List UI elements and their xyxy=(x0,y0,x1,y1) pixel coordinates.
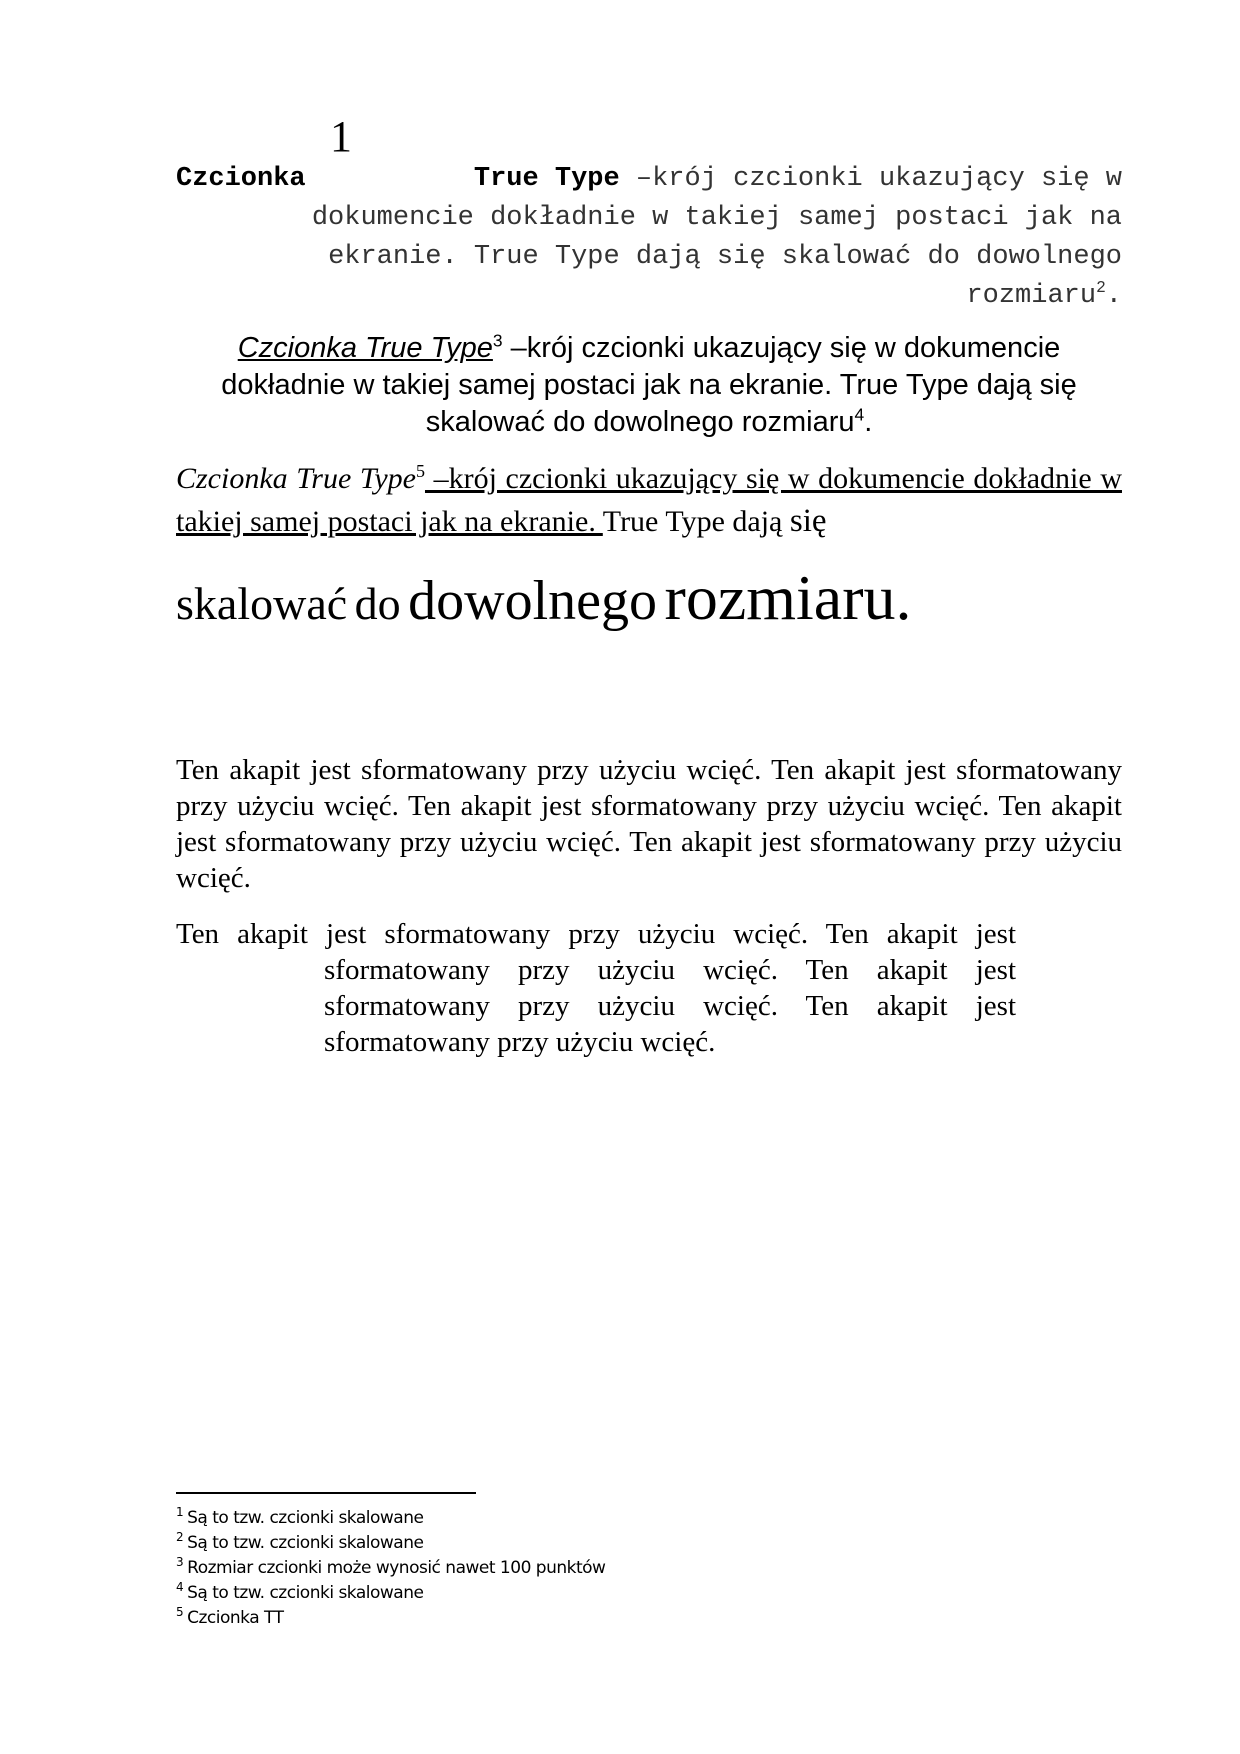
paragraph-indented: Ten akapit jest sformatowany przy użyciu wcięć. Ten akapit jest sformatowany przy użyciu wcięć. Ten akapit jest sformatowany przy użyciu wcięć. Ten akapit jest sformatowany przy użyciu wcięć. Ten akapit jest sformatowany przy użyciu wcięć. xyxy=(176,754,1122,894)
footnote-separator xyxy=(176,1492,476,1494)
p3-w4: się xyxy=(789,503,827,539)
p3-line-2 xyxy=(176,563,1122,645)
footnote xyxy=(176,1606,876,1631)
p3-lead: Czcionka True Type xyxy=(176,462,416,495)
paragraph-sans-centered xyxy=(176,330,1122,441)
p1-line-1 xyxy=(176,160,1122,199)
footnotes xyxy=(176,1506,876,1631)
p3-w8: rozmiaru. xyxy=(664,562,912,633)
p2-text: –krój czcionki ukazujący się w dokumencie dokładnie w takiej samej postaci jak na ekranie. True Type dają się skalować do dowolnego rozmiaru xyxy=(221,332,1077,438)
p1-end: . xyxy=(1105,281,1122,311)
p1-line-2: dokumencie dokładnie w takiej samej postaci jak na xyxy=(311,203,1122,233)
p1-line-4-text: rozmiaru xyxy=(966,281,1097,311)
footnote-ref-2: 2 xyxy=(1096,279,1106,297)
footnote-ref-3: 3 xyxy=(492,330,503,351)
footnote xyxy=(176,1581,876,1606)
footnote-text: Rozmiar czcionki może wynosić nawet 100 punktów xyxy=(187,1558,606,1578)
p3-w7: dowolnego xyxy=(408,570,658,632)
footnote-text: Są to tzw. czcionki skalowane xyxy=(187,1533,424,1553)
footnote-num: 4 xyxy=(176,1580,184,1595)
paragraph-serif-scaling xyxy=(176,458,1122,645)
footnote-text: Są to tzw. czcionki skalowane xyxy=(187,1508,424,1528)
p3-underlined: –krój czcionki ukazujący się w dokumencie dokładnie w takiej samej postaci jak na ekranie. xyxy=(176,462,1122,538)
p2-end: . xyxy=(864,406,873,438)
footnote-num: 3 xyxy=(176,1555,184,1570)
p1-bold-czcionka: Czcionka xyxy=(176,164,306,194)
p1-bold-truetype-wrap xyxy=(474,160,1122,199)
footnote-text: Czcionka TT xyxy=(187,1608,284,1628)
footnote-ref-5: 5 xyxy=(415,461,425,481)
p2-lead: Czcionka True Type xyxy=(237,332,493,364)
p3-w1: True xyxy=(602,505,659,538)
footnote xyxy=(176,1556,876,1581)
footnote-num: 2 xyxy=(176,1530,184,1545)
footnote xyxy=(176,1506,876,1531)
footnote-ref-1: 1 xyxy=(330,112,352,161)
paragraph-monospace xyxy=(176,160,1122,316)
p1-bold-truetype: True Type xyxy=(473,164,620,194)
p1-line-4 xyxy=(176,277,1122,316)
p3-w5: skalować xyxy=(176,578,348,629)
p3-w6: do xyxy=(354,578,401,629)
footnote-text: Są to tzw. czcionki skalowane xyxy=(187,1583,424,1603)
footnote-num: 1 xyxy=(176,1505,184,1520)
footnote-ref-4: 4 xyxy=(854,404,865,425)
footnote xyxy=(176,1531,876,1556)
p3-w3: dają xyxy=(732,505,783,538)
p1-rest: –krój czcionki ukazujący się w xyxy=(635,164,1122,194)
paragraph-hanging-indent: Ten akapit jest sformatowany przy użyciu wcięć. Ten akapit jest sformatowany przy użyciu wcięć. Ten akapit jest sformatowany przy użyciu wcięć. Ten akapit jest sformatowany przy użyciu wcięć. xyxy=(176,918,1016,1058)
footnote-num: 5 xyxy=(176,1605,184,1620)
p1-line-3: ekranie. True Type dają się skalować do dowolnego xyxy=(328,242,1122,272)
p3-w2: Type xyxy=(665,505,725,538)
